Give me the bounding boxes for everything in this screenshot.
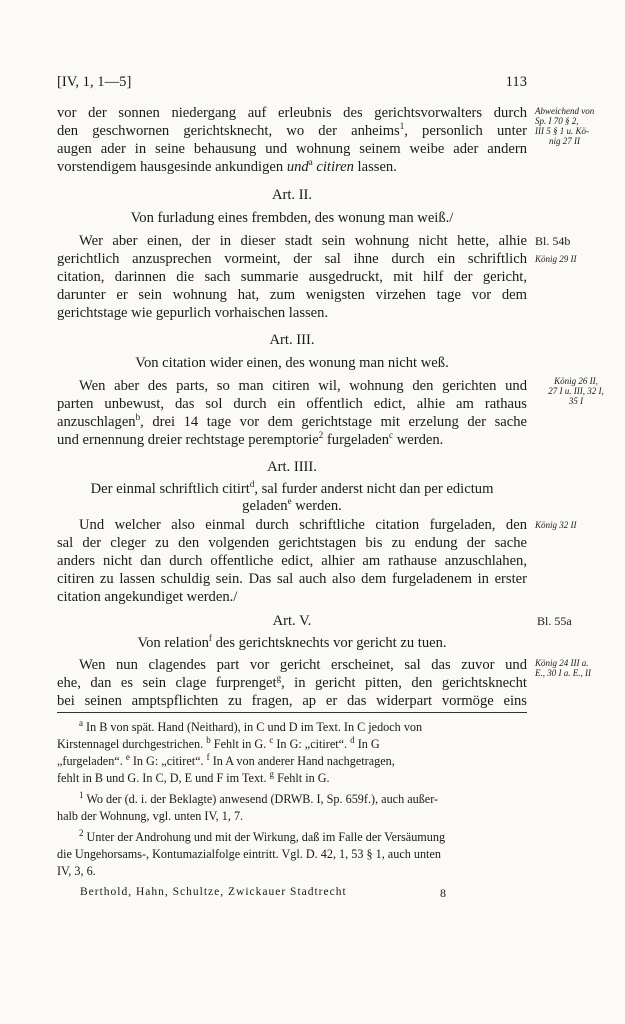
art2-line-5: gerichtstage wie gepurlich vorhaischen lassen. [57, 305, 329, 321]
art4-line-1: Und welcher also einmal durch schriftliche citation furgeladen, den [79, 517, 527, 533]
page-number: 113 [505, 74, 527, 90]
art4-title-line-1: Der einmal schriftlich citirt$^d$, sal furder anderst nicht dan per edictum [90, 479, 494, 497]
footnote-rule [57, 712, 527, 713]
art3-line-1: Wen aber des parts, so man citiren wil, wohnung den gerichten und [79, 378, 527, 394]
art2-line-2: gerichtlich anzusprechen vormeint, der sal ihne durch ein schriftlich [57, 251, 527, 267]
art4-line-2: sal der cleger zu den volgenden gerichtstagen bis zu endung der sache [57, 535, 527, 551]
art5-heading: Art. V. [272, 613, 312, 629]
art2-line-1: Wer aber einen, der in dieser stadt sein wohnung nicht hette, alhie [79, 233, 527, 249]
footnote-a-line-4: fehlt in B und G. In C, D, E und F im Text. $^g$ Fehlt in G. [57, 768, 330, 785]
art1-line-1: vor der sonnen niedergang auf erleubnis des gerichtsvorwalters durch [57, 105, 527, 121]
footnote-1-line-1: $^1$ Wo der (d. i. der Beklagte) anwesend (DRWB. I, Sp. 659f.), auch außer- [79, 789, 439, 806]
art3-heading: Art. III. [269, 332, 315, 348]
margin-note-koenig-29: König 29 II [535, 254, 577, 264]
art1-line-3: augen ader in seine behausung und wohnung seinem weibe ader andern [57, 141, 527, 157]
footnote-a-line-1: $^a$ In B von spät. Hand (Neithard), in C und D im Text. In C jedoch von [79, 717, 423, 734]
art4-heading: Art. IIII. [267, 459, 317, 475]
margin-note-bl-55a: Bl. 55a [537, 614, 572, 628]
footnote-2-line-1: $^2$ Unter der Androhung und mit der Wirkung, daß im Falle der Versäumung [79, 827, 446, 844]
footnote-2-line-2: die Ungehorsams-, Kontumazialfolge eintritt. Vgl. D. 42, 1, 53 § 1, auch unten [57, 847, 441, 861]
margin-note-abweichend: Abweichend von Sp. I 70 § 2, III 5 § 1 u. Kö- nig 27 II [535, 106, 595, 146]
art4-line-3: anders nicht dan durch offentliche edict, alhier am rathause anzuschlahen, [57, 553, 527, 569]
art1-line-2: den geschwornen gerichtsknecht, wo der anheims$^1$, personlich unter [57, 121, 527, 139]
running-head-section: [IV, 1, 1—5] [57, 74, 132, 90]
art4-title-line-2: geladen$^e$ werden. [242, 496, 342, 514]
art3-line-3: anzuschlagen$^b$, drei 14 tage vor dem gerichtstage mit erzelung der sache [57, 412, 527, 430]
art4-line-5: citation angekundiget werden./ [57, 589, 238, 605]
art2-title: Von furladung eines frembden, des wonung man weiß./ [130, 210, 454, 226]
art5-line-2: ehe, dan es sein clage furprenget$^g$, in gericht pitten, den gerichtsknecht [57, 673, 527, 691]
footer-sheet-number: 8 [440, 886, 446, 900]
art2-heading: Art. II. [271, 187, 313, 203]
art5-title: Von relation$^f$ des gerichtsknechts vor gericht zu tuen. [137, 633, 447, 651]
margin-note-koenig-26: König 26 II, 27 I u. III, 32 I, 35 I [548, 376, 604, 406]
art1-line-4: vorstendigem hausgesinde ankundigen und$^a$ citiren lassen. [57, 157, 397, 175]
margin-note-koenig-32: König 32 II [535, 520, 577, 530]
art4-line-4: citiren zu lassen schuldig sein. Das sal auch also dem furgeladenem in erster [57, 571, 527, 587]
margin-note-koenig-24: König 24 III a. E., 30 I a. E., II [535, 658, 591, 678]
art2-line-4: darunter er sein wohnung hat, zum wenigsten virzehen tage vor dem [57, 287, 527, 303]
footnote-1-line-2: halb der Wohnung, vgl. unten IV, 1, 7. [57, 809, 244, 823]
footnote-2-line-3: IV, 3, 6. [57, 864, 96, 878]
art5-line-1: Wen nun clagendes part vor gericht erscheinet, sal das zuvor und [79, 657, 527, 673]
art2-line-3: citation, darinnen die sach summarie ausgedruckt, mit hilf der gericht, [57, 269, 527, 285]
footnote-a-line-3: „furgeladen“. $^e$ In G: „citiret“. $^f$ In A von anderer Hand nachgetragen, [57, 751, 395, 768]
footnote-a-line-2: Kirstennagel durchgestrichen. $^b$ Fehlt in G. $^c$ In G: „citiret“. $^d$ In G [57, 734, 380, 751]
art3-title: Von citation wider einen, des wonung man nicht weß. [135, 355, 449, 371]
footer-authors: Berthold, Hahn, Schultze, Zwickauer Stadtrecht [80, 886, 347, 898]
art3-line-2: parten unbewust, das sol durch ein offentlich edict, alhie am rathaus [57, 396, 527, 412]
margin-note-bl-54b: Bl. 54b [535, 234, 571, 248]
art3-line-4: und ernennung dreier rechtstage peremptorie$^2$ furgeladen$^c$ werden. [57, 430, 444, 448]
art5-line-3: bei seinen amptspflichten zu fragen, ap er das widerpart vormöge eins [57, 693, 527, 709]
